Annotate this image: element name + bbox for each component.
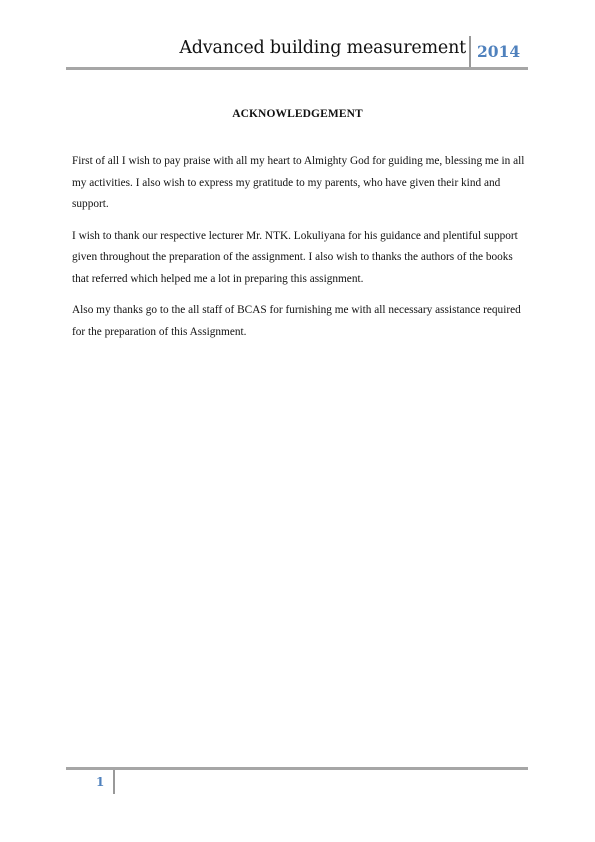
header-title: Advanced building measurement — [179, 38, 466, 58]
paragraph: Also my thanks go to the all staff of BCAS for furnishing me with all necessary assistance required for the preparation of this Assignment. — [72, 304, 521, 338]
paragraph: First of all I wish to pay praise with all my heart to Almighty God for guiding me, blessing me in all my activities. I also wish to express my gratitude to my parents, who have given their kind and support. — [72, 155, 525, 210]
header-rule — [66, 67, 528, 70]
footer-rule — [66, 767, 528, 770]
footer-divider — [113, 770, 115, 794]
page-number: 1 — [96, 775, 105, 789]
page-footer — [66, 767, 528, 795]
header-year: 2014 — [477, 42, 521, 61]
paragraph: I wish to thank our respective lecturer Mr. NTK. Lokuliyana for his guidance and plentiful support given throughout the preparation of the assignment. I also wish to thanks the authors of the books that referred which helped me a lot in preparing this assignment. — [72, 229, 518, 285]
page-header — [66, 36, 528, 70]
document-heading: ACKNOWLEDGEMENT — [232, 108, 363, 120]
header-divider — [469, 36, 471, 68]
document-body — [72, 151, 532, 353]
